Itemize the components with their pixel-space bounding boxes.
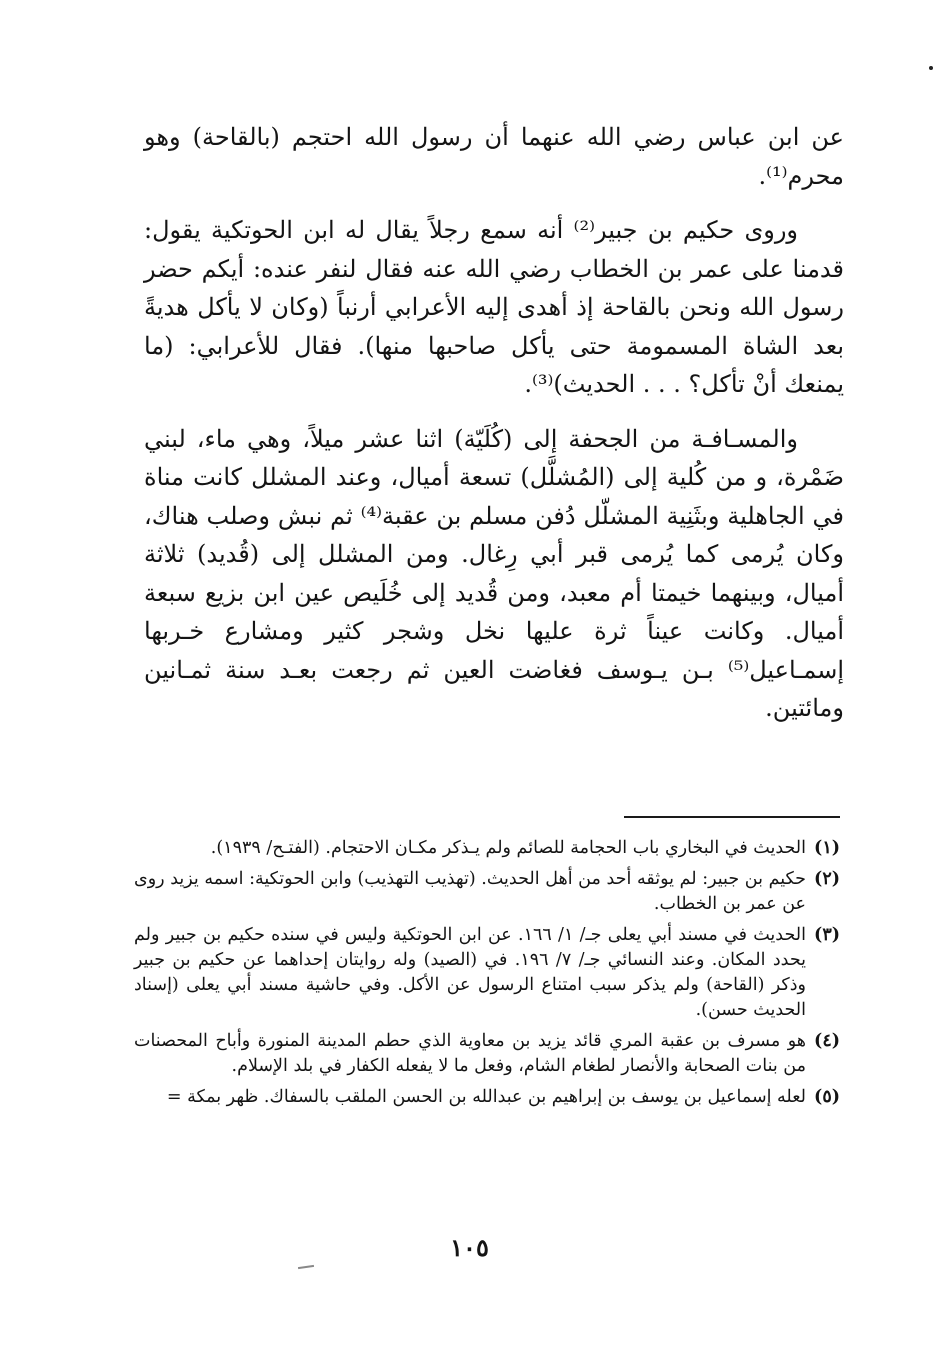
footnote-1 [134,836,840,861]
footnote-separator [624,816,840,818]
paragraph-3: والمسـافـة من الجحفة إلى (كُلَيّة) اثنا عشر ميلاً، وهي ماء، لبني ضَمْرة، و من كُلية إلى (المُشلَّل) تسعة أميال، وعند المشلل كانت مناة في الجاهلية وبثَنِية المشلّل دُفن مسلم بن عقبة⁽⁴⁾ ثم نبش وصلب هناك، وكان يُرمى كما يُرمى قبر أبي رِغال. ومن المشلل إلى (قُديد) ثلاثة أميال، وبينهما خيمتا أم معبد، ومن قُديد إلى خُلَيص عين ابن بزيع سبعة أميال. وكانت عيناً ثرة عليها نخل وشجر كثير ومشارع خـربها إسمـاعيل⁽⁵⁾ بـن يـوسف فغاضت العين ثم رجعت بعـد سنة ثمـانين ومائتين. [144,424,844,722]
footnote-text: لعله إسماعيل بن يوسف بن إبراهيم بن عبدالله بن الحسن الملقب بالسفاك. ظهر بمكة = [166,1087,806,1107]
footnote-2 [134,867,840,917]
footnote-number: (٤) [814,1031,840,1051]
footnote-number: (٣) [814,925,840,945]
scan-mark [298,1265,314,1269]
footnotes [134,836,840,1116]
page-number: ١٠٥ [450,1233,489,1262]
footnote-5 [134,1085,840,1110]
footnote-text: هو مسرف بن عقبة المري قائد يزيد بن معاوية الذي حطم المدينة المنورة وأباح المحصنات من بنات الصحابة والأنصار لطغام الشام، وفعل ما لا يفعله الكفار في بلد الإسلام. [134,1031,806,1076]
footnote-number: (٥) [814,1087,840,1107]
footnote-4 [134,1029,840,1079]
footnote-number: (٢) [814,869,840,889]
footnote-text: الحديث في البخاري باب الحجامة للصائم ولم يـذكر مكـان الاحتجام. (الفتـح/ ١٩٣٩). [210,838,806,858]
footnote-text: حكيم بن جبير: لم يوثقه أحد من أهل الحديث. (تهذيب التهذيب) وابن الحوتكية: اسمه يزيد روى عن عمر بن الخطاب. [134,869,806,914]
paragraph-2: وروى حكيم بن جبير⁽²⁾ أنه سمع رجلاً يقال له ابن الحوتكية يقول: قدمنا على عمر بن الخطاب رضي الله عنه فقال لنفر عنده: أيكم حضر رسول الله ونحن بالقاحة إذ أهدى إليه الأعرابي أرنباً (وكان لا يأكل هديةً بعد الشاة المسمومة حتى يأكل صاحبها منها). فقال للأعرابي: (ما يمنعك أنْ تأكل؟ . . . الحديث)⁽³⁾. [144,216,844,398]
footnote-text: الحديث في مسند أبي يعلى جـ/ ١/ ١٦٦. عن ابن الحوتكية وليس في سنده حكيم بن جبير ولم يحدد المكان. وعند النسائي جـ/ ٧/ ١٩٦. في (الصيد) وله روايتان إحداهما عن حكيم بن جبير وذكر (القاحة) ولم يذكر سبب امتناع الرسول عن الأكل. وفي حاشية مسند أبي يعلى (إسناد الحديث حسن). [134,925,806,1020]
scan-speck [929,66,933,70]
footnote-number: (١) [814,838,840,858]
main-text [144,118,844,744]
footnote-3 [134,923,840,1023]
paragraph-1: عن ابن عباس رضي الله عنهما أن رسول الله احتجم (بالقاحة) وهو محرم⁽¹⁾. [144,123,844,190]
